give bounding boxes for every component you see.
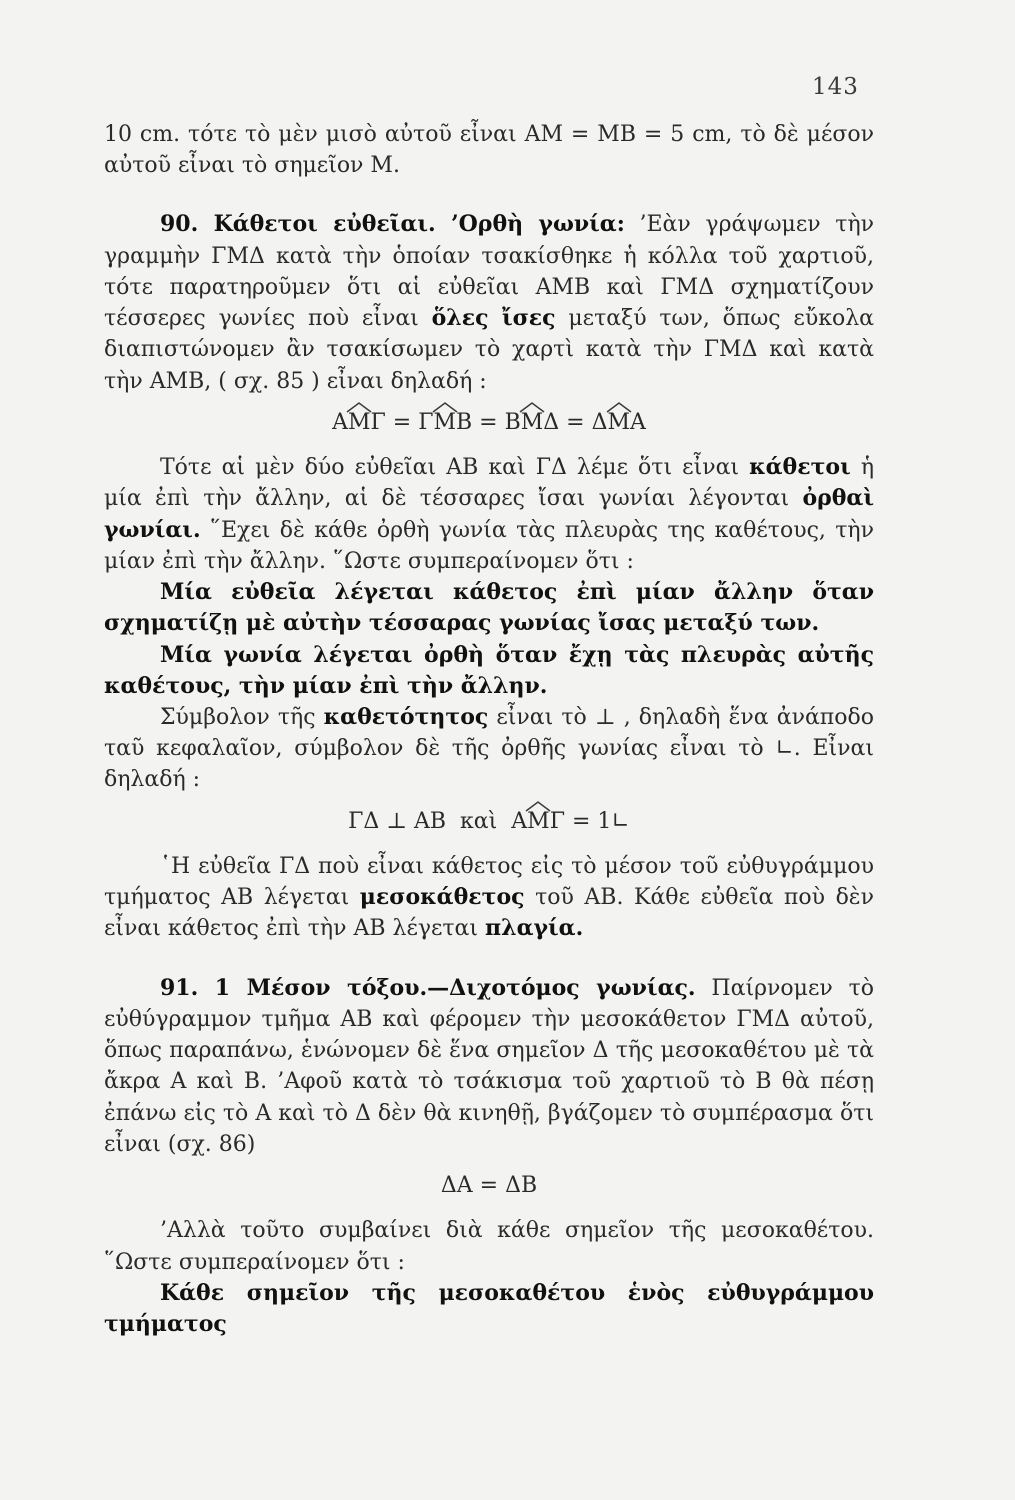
- arc-icon: [599, 401, 639, 413]
- symbol-equation: ΓΔ ⊥ ΑΒ καὶ ΑΜΓ = 1∟: [104, 806, 874, 837]
- section-90-paragraph: [104, 209, 874, 396]
- equals-sign: =: [385, 409, 419, 435]
- term-plagia: πλαγία.: [485, 915, 584, 942]
- page-number: 143: [812, 74, 859, 100]
- section-90-text-1: ’Εὰν γράψωμεν τὴν γραμμὴν ΓΜΔ κατὰ τὴν ὁποίαν τσακίσθηκε ἡ κόλλα τοῦ χαρτιοῦ, τότε παρατηροῦμεν ὅτι αἱ εὐθεῖαι ΑΜΒ καὶ ΓΜΔ σχηματίζουν τέσσερες γωνίες ποὺ εἶναι: [104, 212, 874, 332]
- section-90-bold-1: ὅλες ἴσες: [431, 305, 556, 332]
- section-90-text-2: μεταξύ των, ὅπως εὔκολα διαπιστώνομεν ἂν τσακίσωμεν τὸ χαρτὶ κατὰ τὴν ΓΜΔ καὶ κατὰ τὴν ΑΜΒ, ( σχ. 85 ) εἶναι δηλαδή :: [104, 306, 874, 394]
- angle-gmb: ΓΜΒ: [418, 407, 472, 438]
- conclusion-paragraph: ’Αλλὰ τοῦτο συμβαίνει διὰ κάθε σημεῖον τῆς μεσοκαθέτου. ῞Ωστε συμπεραίνομεν ὅτι :: [104, 1218, 874, 1275]
- angles-equation: [104, 407, 874, 438]
- section-91-heading: 91. 1 Μέσον τόξου.—Διχοτόμος γωνίας.: [160, 974, 696, 1001]
- definition-paragraph: Τότε αἱ μὲν δύο εὐθεῖαι ΑΒ καὶ ΓΔ λέμε ὅτι εἶναι κάθετοι ἡ μία ἐπὶ τὴν ἄλλην, αἱ δὲ τέσσαρες ἴσαι γωνίαι λέγονται ὀρθαὶ γωνίαι. ῞Εχει δὲ κάθε ὀρθὴ γωνία τὰς πλευρὰς της καθέτους, τὴν μίαν ἐπὶ τὴν ἄλλην. ῞Ωστε συμπεραίνομεν ὅτι :: [104, 454, 874, 574]
- da-db-equation: ΔΑ = ΔΒ: [440, 1173, 538, 1199]
- arc-icon: [512, 401, 552, 413]
- angle-amg-2: ΑΜΓ: [511, 806, 565, 837]
- term-orthai-goniai: ὀρθαὶ γωνίαι.: [104, 485, 874, 543]
- rule-mesokathetos: Κάθε σημεῖον τῆς μεσοκαθέτου ἑνὸς εὐθυγράμμου τμήματος: [104, 1279, 874, 1337]
- arc-icon: [339, 401, 379, 413]
- section-91-paragraph: 91. 1 Μέσον τόξου.—Διχοτόμος γωνίας. Παίρνομεν τὸ εὐθύγραμμον τμῆμα ΑΒ καὶ φέρομεν τὴν μεσοκάθετον ΓΜΔ αὐτοῦ, ὅπως παραπάνω, ἑνώνομεν δὲ ἕνα σημεῖον Δ τῆς μεσοκαθέτου μὲ τὰ ἄκρα Α καὶ Β. ’Αφοῦ κατὰ τὸ τσάκισμα τοῦ χαρτιοῦ τὸ Β θὰ πέσῃ ἐπάνω εἰς τὸ Α καὶ τὸ Δ δὲν θὰ κινηθῇ, βγάζομεν τὸ συμπέρασμα ὅτι εἶναι (σχ. 86): [104, 974, 874, 1157]
- section-90-heading: 90. Κάθετοι εὐθεῖαι. ’Ορθὴ γωνία:: [160, 211, 625, 238]
- angle-dma: ΔΜΑ: [592, 407, 646, 438]
- rule-right-angle: Μία γωνία λέγεται ὀρθὴ ὅταν ἔχῃ τὰς πλευρὰς αὐτῆς καθέτους, τὴν μίαν ἐπὶ τὴν ἄλλην.: [104, 641, 874, 699]
- term-kathetotita: καθετότητος: [323, 703, 489, 730]
- angle-bmd: ΒΜΔ: [505, 407, 560, 438]
- arc-icon: [518, 800, 558, 812]
- symbol-paragraph: Σύμβολον τῆς καθετότητος εἶναι τὸ ⊥ , δηλαδὴ ἕνα ἀνάποδο ταῦ κεφαλαῖον, σύμβολον δὲ τῆς ὀρθῆς γωνίας εἶναι τὸ ∟. Εἶναι δηλαδή :: [104, 703, 874, 793]
- body-text: [104, 119, 874, 1340]
- intro-paragraph: 10 cm. τότε τὸ μὲν μισὸ αὐτοῦ εἶναι ΑΜ = ΜΒ = 5 cm, τὸ δὲ μέσον αὐτοῦ εἶναι τὸ σημεῖον Μ.: [104, 122, 874, 179]
- angle-amg: ΑΜΓ: [332, 407, 386, 438]
- rule-perpendicular: Μία εὐθεῖα λέγεται κάθετος ἐπὶ μίαν ἄλλην ὅταν σχηματίζῃ μὲ αὐτὴν τέσσαρας γωνίας ἴσας μεταξύ των.: [104, 579, 874, 637]
- mesokathetos-paragraph: ῾Η εὐθεῖα ΓΔ ποὺ εἶναι κάθετος εἰς τὸ μέσον τοῦ εὐθυγράμμου τμήματος ΑΒ λέγεται μεσοκάθετος τοῦ ΑΒ. Κάθε εὐθεῖα ποὺ δὲν εἶναι κάθετος ἐπὶ τὴν ΑΒ λέγεται πλαγία.: [104, 853, 874, 942]
- equals-sign: =: [472, 409, 505, 435]
- term-kathetoi: κάθετοι: [749, 454, 851, 481]
- term-mesokathetos: μεσοκάθετος: [359, 884, 525, 911]
- arc-icon: [425, 401, 465, 413]
- equals-sign: =: [559, 409, 592, 435]
